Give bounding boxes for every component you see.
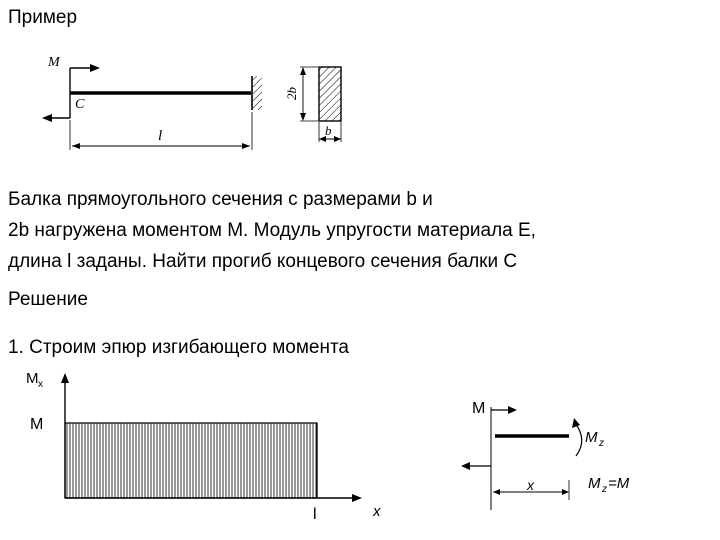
solution-heading: Решение xyxy=(8,289,88,310)
diagram-level-label: M xyxy=(30,416,44,433)
moment-arrow-top-head xyxy=(90,64,100,72)
moment-diagram-area xyxy=(65,423,317,498)
problem-line: Балка прямоугольного сечения с размерами b и xyxy=(8,189,433,210)
problem-statement xyxy=(8,184,536,277)
section-label-x: x xyxy=(527,477,534,493)
problem-line: длина l заданы. Найти прогиб концевого сечения балки C xyxy=(8,251,518,272)
beam-label-b: b xyxy=(325,123,332,138)
section-eq-M: M xyxy=(588,475,601,492)
diagram-end-label: l xyxy=(313,506,317,523)
beam-label-l: l xyxy=(158,128,163,144)
diagram-axis-y-label: M xyxy=(26,370,39,387)
section-eq-rhs: =M xyxy=(608,475,630,492)
beam-label-C: C xyxy=(75,97,85,112)
section-eq-sub: z xyxy=(602,484,607,495)
slide-title: Пример xyxy=(8,7,78,28)
wall-hatch xyxy=(253,76,262,110)
section-label-Mz: M xyxy=(585,429,598,446)
cross-section xyxy=(319,67,341,121)
section-label-M: M xyxy=(472,400,486,417)
moment-arrow-bottom-head xyxy=(42,114,52,122)
beam-label-M: M xyxy=(48,55,60,70)
problem-line: 2b нагружена моментом М. Модуль упругости материала E, xyxy=(8,220,536,241)
beam-label-2b: 2b xyxy=(284,87,299,100)
diagram-axis-y-sub: x xyxy=(38,379,43,390)
section-label-Mz-sub: z xyxy=(599,438,604,449)
section-moment-arc xyxy=(575,423,582,456)
step-1-text: 1. Строим эпюр изгибающего момента xyxy=(8,337,349,358)
diagram-axis-x-label: x xyxy=(373,503,381,520)
